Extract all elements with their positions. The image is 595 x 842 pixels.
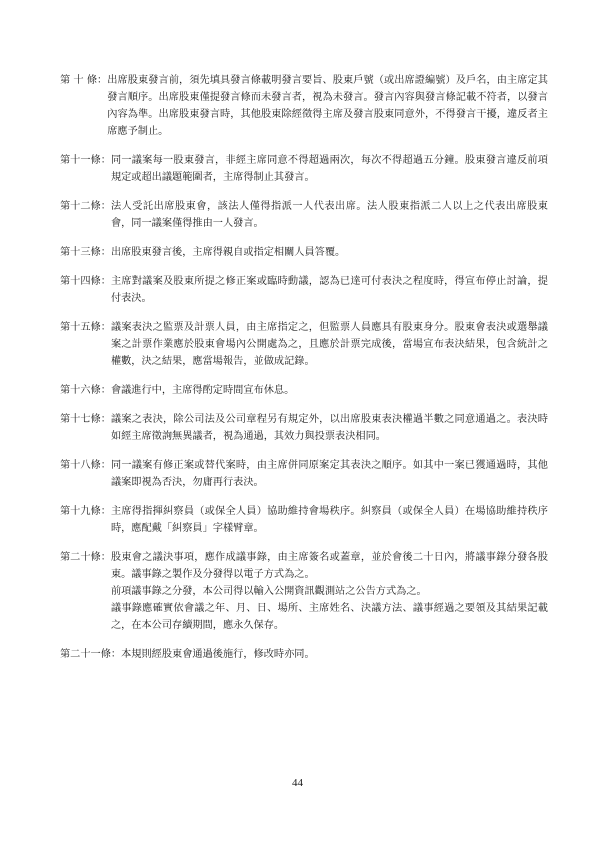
article-label: 第十一條： [60, 155, 111, 166]
article-body [107, 72, 548, 140]
article [60, 503, 548, 537]
article-label: 第十八條： [60, 460, 111, 471]
article-label: 第十四條： [60, 276, 111, 287]
article-paragraph: 出席股東發言後，主席得親自或指定相關人員答覆。 [110, 247, 346, 258]
article-label: 第十二條： [60, 201, 111, 212]
article-body [111, 152, 548, 186]
article [60, 319, 548, 370]
article-paragraph: 本規則經股東會通過後施行，修改時亦同。 [121, 649, 315, 660]
article-label: 第十三條： [60, 247, 111, 258]
article-label: 第十九條： [60, 506, 111, 517]
article [60, 549, 548, 634]
page-number: 44 [292, 777, 303, 789]
article-paragraph: 法人受託出席股東會，該法人僅得指派一人代表出席。法人股東指派二人以上之代表出席股東會，同一議案僅得推由一人發言。 [110, 201, 548, 229]
article-paragraph: 同一議案有修正案或替代案時，由主席併同原案定其表決之順序。如其中一案已獲通過時，其他議案即視為否決，勿庸再行表決。 [110, 460, 548, 488]
article-body [111, 273, 548, 307]
article [60, 198, 548, 232]
article [60, 646, 548, 663]
article-paragraph: 主席得指揮糾察員（或保全人員）協助維持會場秩序。糾察員（或保全人員）在場協助維持秩序時，應配戴「糾察員」字樣臂章。 [110, 506, 548, 534]
article-body [111, 549, 548, 634]
article-paragraph: 主席對議案及股東所提之修正案或臨時動議，認為已達可付表決之程度時，得宣布停止討論，提付表決。 [110, 276, 548, 304]
article-paragraph: 同一議案每一股東發言，非經主席同意不得超過兩次，每次不得超過五分鐘。股東發言違反前項規定或超出議題範圍者，主席得制止其發言。 [110, 155, 548, 183]
article-paragraph: 議案表決之監票及計票人員，由主席指定之，但監票人員應具有股東身分。股東會表決或選舉議案之計票作業應於股東會場內公開處為之，且應於計票完成後，當場宣布表決結果，包含統計之權數，決之結果，應當場報告，並做成記錄。 [110, 322, 548, 367]
article-body [111, 244, 548, 261]
article-label: 第十六條： [60, 385, 111, 396]
article-label: 第十七條： [60, 414, 111, 425]
article-label: 第十五條： [60, 322, 111, 333]
article [60, 273, 548, 307]
article-body [121, 646, 548, 663]
article-paragraph: 股東會之議決事項，應作成議事錄，由主席簽名或蓋章，並於會後二十日內，將議事錄分發各股東。議事錄之製作及分發得以電子方式為之。 [110, 552, 548, 580]
article-body [111, 457, 548, 491]
article-paragraph: 議案之表決，除公司法及公司章程另有規定外，以出席股東表決權過半數之同意通過之。表決時如經主席徵詢無異議者，視為通過，其效力與投票表決相同。 [110, 414, 548, 442]
article-paragraph: 前項議事錄之分發，本公司得以輸入公開資訊觀測站之公告方式為之。 [110, 586, 427, 597]
article-body [111, 382, 548, 399]
article-label: 第二十一條： [60, 649, 122, 660]
articles-list [60, 72, 548, 675]
article [60, 382, 548, 399]
article [60, 152, 548, 186]
article-body [111, 411, 548, 445]
article [60, 457, 548, 491]
article-body [111, 198, 548, 232]
article-paragraph: 會議進行中，主席得酌定時間宣布休息。 [110, 385, 295, 396]
article-paragraph: 出席股東發言前，須先填具發言條載明發言要旨、股東戶號（或出席證編號）及戶名，由主席定其發言順序。出席股東僅提發言條而未發言者，視為未發言。發言內容與發言條記載不符者，以發言內容為準。出席股東發言時，其他股東除經徵得主席及發言股東同意外，不得發言干擾，違反者主席應予制止。 [107, 75, 548, 137]
article-label: 第二十條： [60, 552, 111, 563]
article [60, 244, 548, 261]
article-body [111, 503, 548, 537]
article-label: 第 十 條： [60, 75, 108, 86]
article [60, 72, 548, 140]
article [60, 411, 548, 445]
article-paragraph: 議事錄應確實依會議之年、月、日、場所、主席姓名、決議方法、議事經過之要領及其結果記載之，在本公司存續期間，應永久保存。 [110, 603, 548, 631]
article-body [111, 319, 548, 370]
